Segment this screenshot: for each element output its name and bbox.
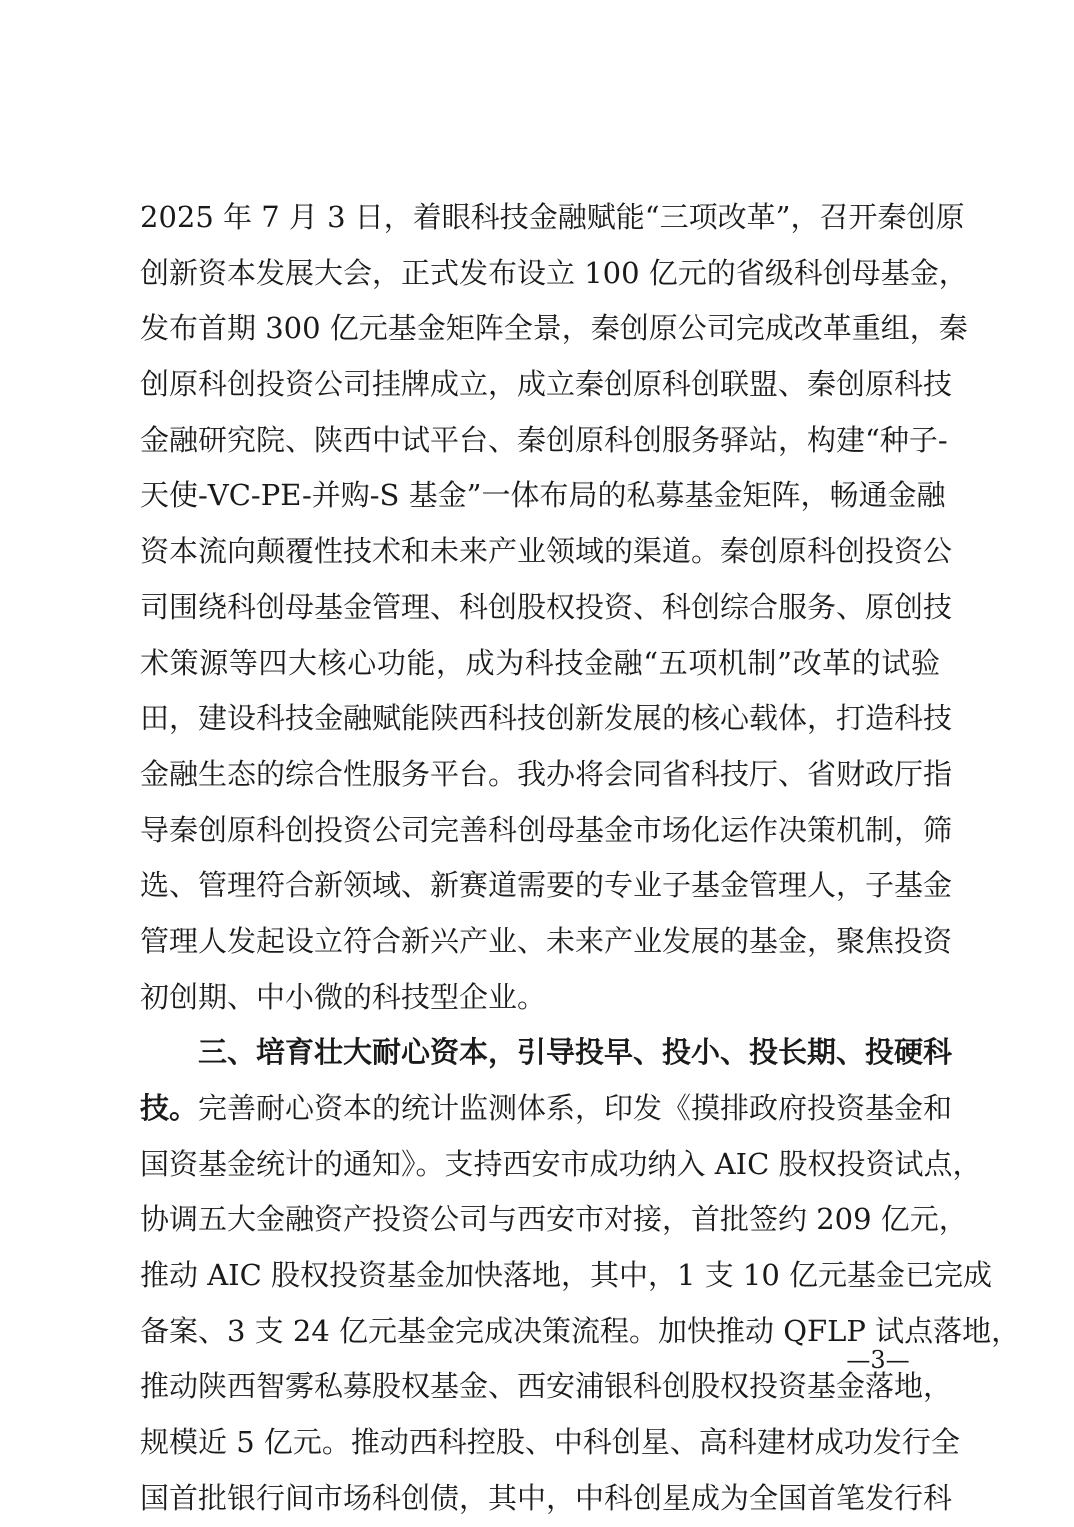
text-line: 发布首期 300 亿元基金矩阵全景，秦创原公司完成改革重组，秦 <box>140 311 968 346</box>
page-number: —3— <box>846 1346 910 1374</box>
text-line: 导秦创原科创投资公司完善科创母基金市场化运作决策机制，筛 <box>140 812 953 847</box>
text-line: 管理人发起设立符合新兴产业、未来产业发展的基金，聚焦投资 <box>140 923 953 958</box>
document-body <box>140 190 1021 1527</box>
paragraph-patient-capital <box>140 1025 1021 1526</box>
text-line: 创原科创投资公司挂牌成立，成立秦创原科创联盟、秦创原科技 <box>140 367 953 402</box>
text-line: 天使-VC-PE-并购-S 基金”一体布局的私募基金矩阵，畅通金融 <box>140 478 946 513</box>
text-line: 创新资本发展大会，正式发布设立 100 亿元的省级科创母基金， <box>140 255 968 290</box>
text-line <box>140 1081 953 1137</box>
section-heading-text: 三、培育壮大耐心资本，引导投早、投小、投长期、投硬科 <box>198 1035 953 1070</box>
text-line: 金融生态的综合性服务平台。我办将会同省科技厅、省财政厅指 <box>140 756 953 791</box>
text-line: 规模近 5 亿元。推动西科控股、中科创星、高科建材成功发行全 <box>140 1425 960 1460</box>
section-heading <box>140 1025 953 1081</box>
text-line: 备案、3 支 24 亿元基金完成决策流程。加快推动 QFLP 试点落地， <box>140 1313 1021 1348</box>
section-heading-tail: 技。 <box>140 1091 199 1125</box>
text-line: 初创期、中小微的科技型企业。 <box>140 979 547 1014</box>
text-line: 国资基金统计的通知》。支持西安市成功纳入 AIC 股权投资试点， <box>140 1146 982 1181</box>
text-line: 术策源等四大核心功能，成为科技金融“五项机制”改革的试验 <box>140 645 940 680</box>
text-line: 2025 年 7 月 3 日，着眼科技金融赋能“三项改革”，召开秦创原 <box>140 200 965 234</box>
text-line: 选、管理符合新领域、新赛道需要的专业子基金管理人，子基金 <box>140 868 953 903</box>
text-line: 司围绕科创母基金管理、科创股权投资、科创综合服务、原创技 <box>140 589 953 624</box>
text-line: 推动 AIC 股权投资基金加快落地，其中，1 支 10 亿元基金已完成 <box>140 1258 993 1293</box>
text-line: 推动陕西智雾私募股权基金、西安浦银科创股权投资基金落地， <box>140 1369 953 1404</box>
text-line: 协调五大金融资产投资公司与西安市对接，首批签约 209 亿元， <box>140 1202 968 1237</box>
text-line: 资本流向颠覆性技术和未来产业领域的渠道。秦创原科创投资公 <box>140 534 953 569</box>
text-run: 完善耐心资本的统计监测体系，印发《摸排政府投资基金和 <box>198 1091 953 1125</box>
text-line: 金融研究院、陕西中试平台、秦创原科创服务驿站，构建“种子- <box>140 422 948 457</box>
paragraph-capital-conference <box>140 190 968 1025</box>
text-line: 国首批银行间市场科创债，其中，中科创星成为全国首笔发行科 <box>140 1480 953 1515</box>
text-line: 田，建设科技金融赋能陕西科技创新发展的核心载体，打造科技 <box>140 701 953 736</box>
